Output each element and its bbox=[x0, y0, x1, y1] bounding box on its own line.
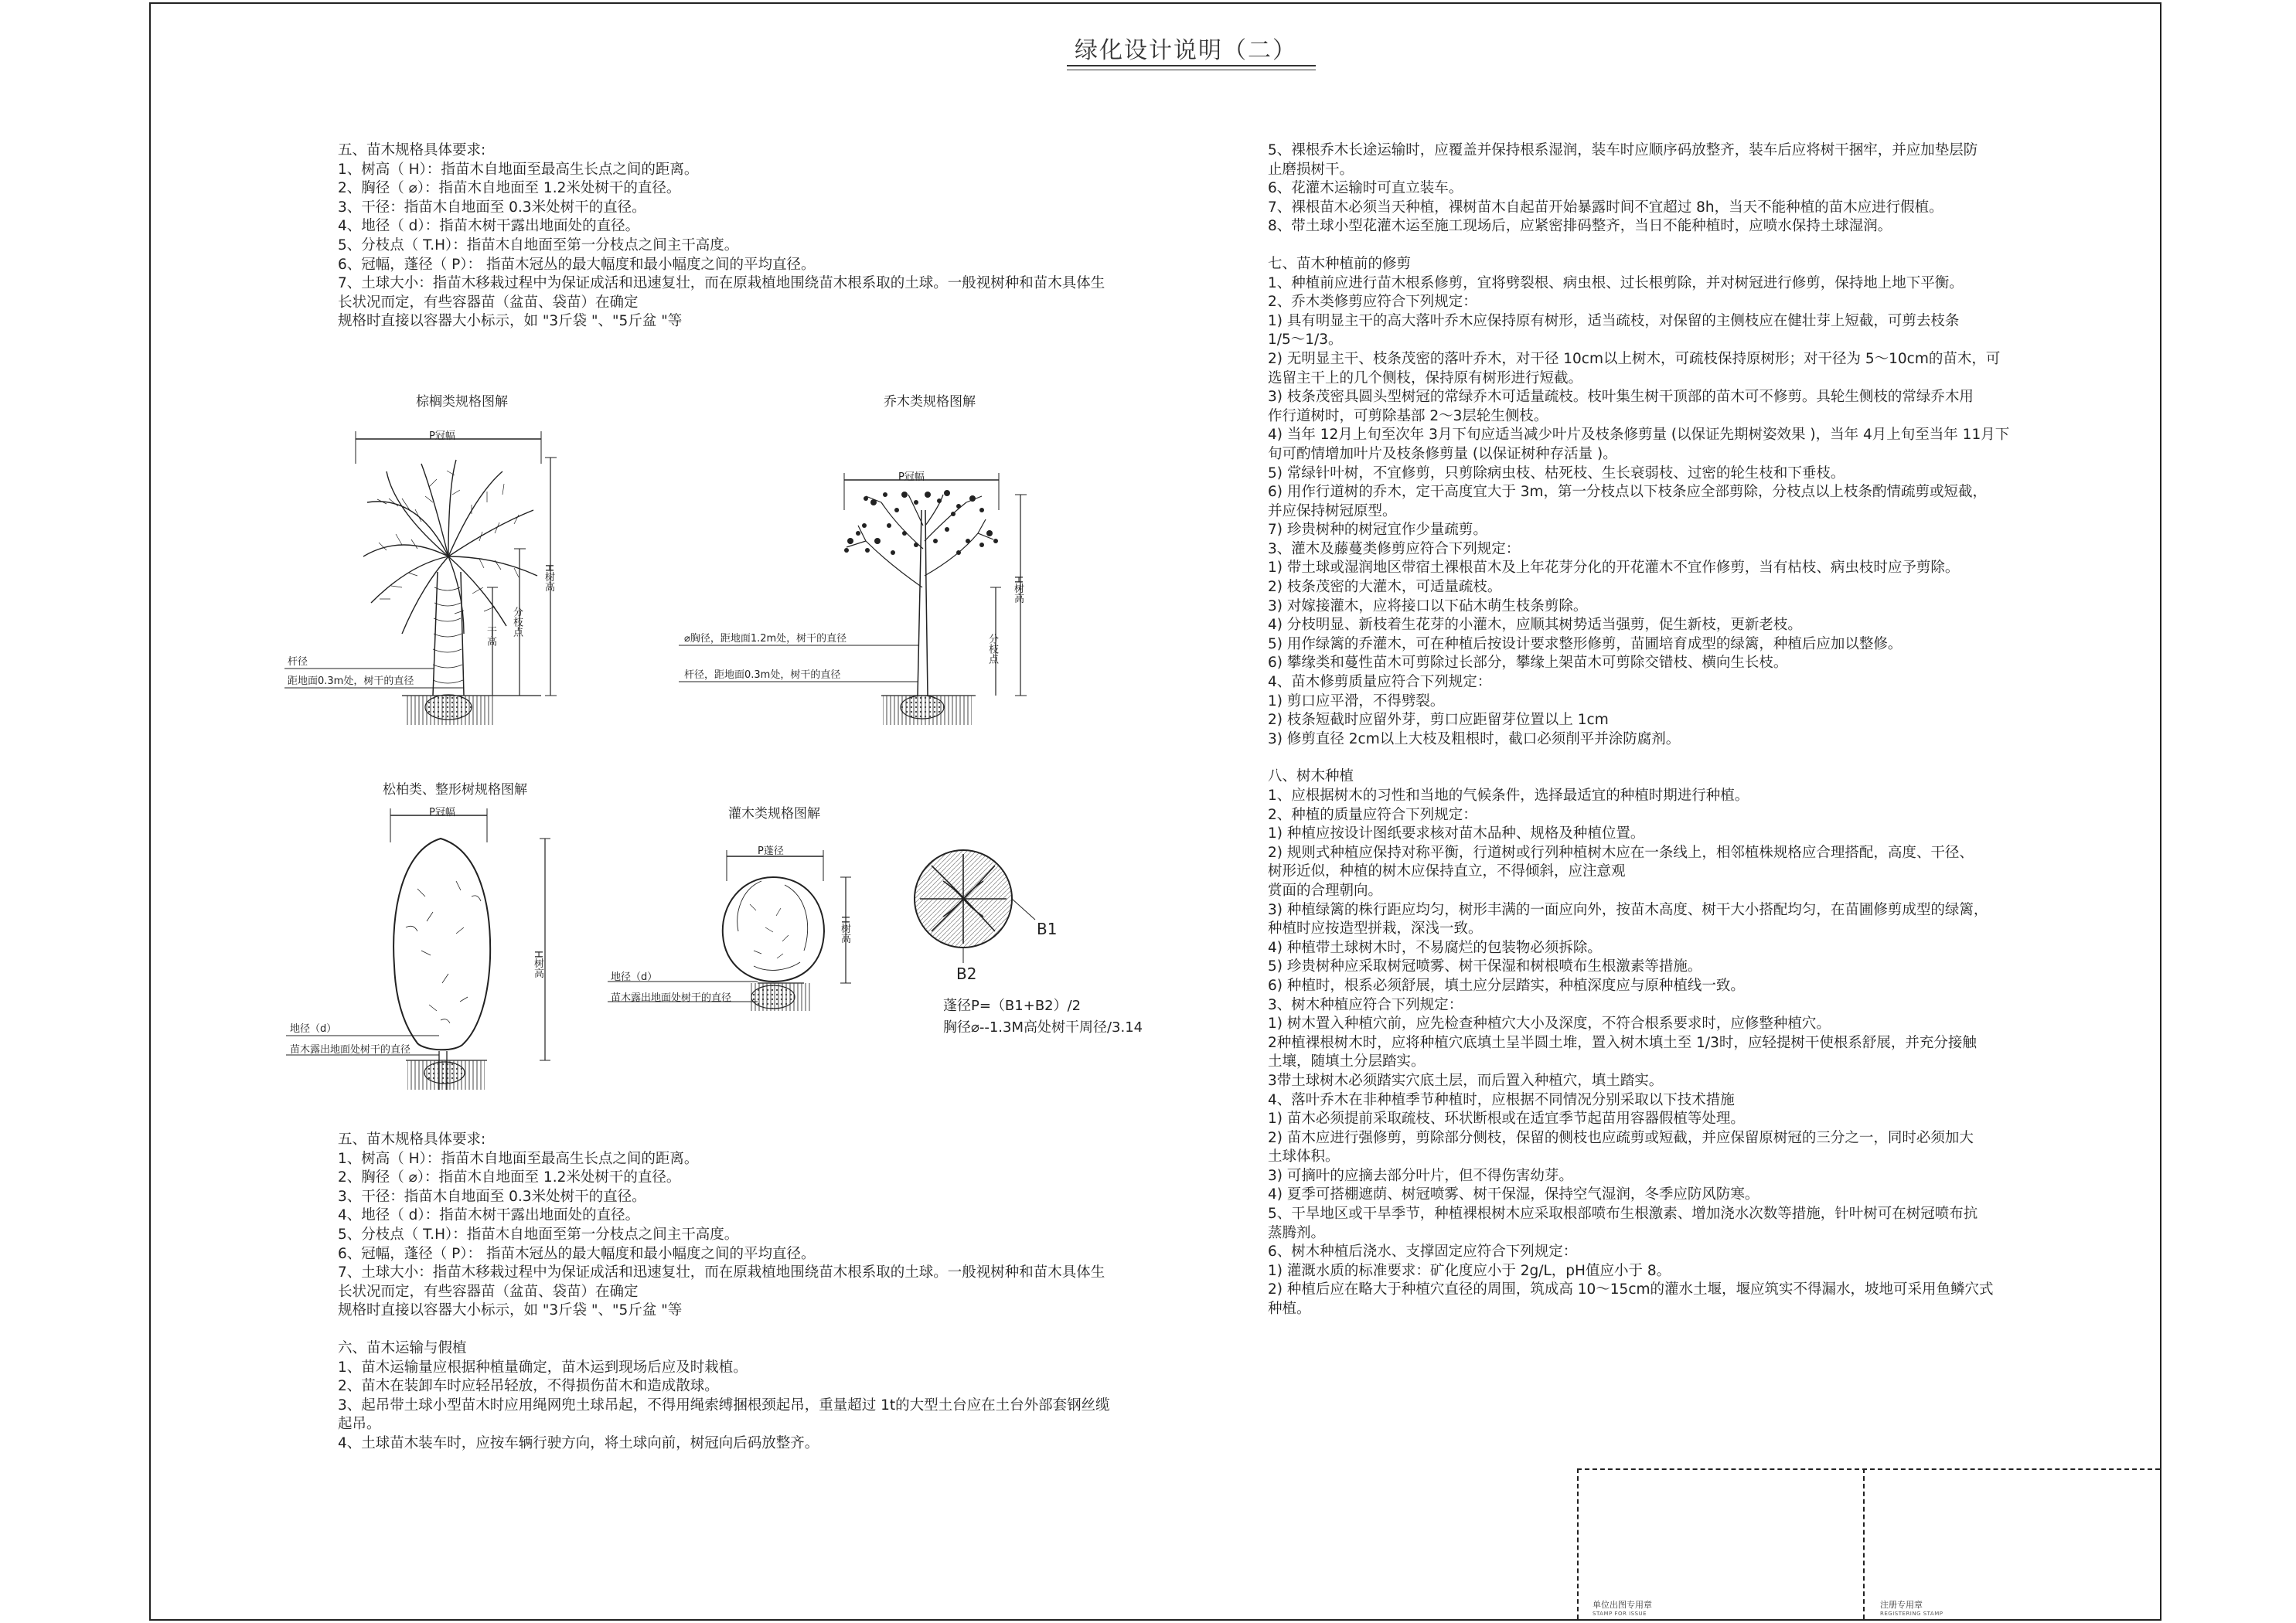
planting-text-line: 4) 当年 12月上旬至次年 3月下旬应适当减少叶片及枝条修剪量 (以保证先期树姿效果 )，当年 4月上旬至当年 11月下 bbox=[1268, 427, 2010, 444]
planting-text-line: 1) 具有明显主干的高大落叶乔木应保持原有树形，适当疏枝，对保留的主侧枝应在健壮芽上短截，可剪去枝条 bbox=[1268, 312, 1960, 329]
planting-text-line: 1) 灌溉水质的标准要求：矿化度应小于 2g/L，pH值应小于 8。 bbox=[1268, 1262, 1671, 1279]
planting-text-line: 树形近似，种植的树木应保持直立，不得倾斜，应注意观 bbox=[1268, 863, 1626, 880]
issue-stamp-title: 单位出图专用章 bbox=[1593, 1600, 1652, 1610]
spec-text-line: 五、苗木规格具体要求: bbox=[338, 1131, 486, 1148]
planting-text-line: 2) 无明显主干、枝条茂密的落叶乔木，对干径 10cm以上树木，可疏枝保持原树形；对干径为 5～10cm的苗木，可 bbox=[1268, 350, 2001, 367]
planting-text-line: 1) 剪口应平滑，不得劈裂。 bbox=[1268, 692, 1445, 709]
spec-text-line: 6、冠幅，蓬径（ P）： 指苗木冠丛的最大幅度和最小幅度之间的平均直径。 bbox=[338, 1245, 816, 1262]
planting-text-line: 5、干旱地区或干旱季节，种植裸根树木应采取根部喷布生根激素、增加浇水次数等措施，针叶树可在树冠喷布抗 bbox=[1268, 1206, 1978, 1223]
planting-text-line: 土球体积。 bbox=[1268, 1148, 1340, 1165]
planting-text-line: 5) 用作绿篱的乔灌木，可在种植后按设计要求整形修剪，苗圃培育成型的绿篱，种植后应加以整修。 bbox=[1268, 635, 1903, 652]
planting-text-line: 3) 枝条茂密具圆头型树冠的常绿乔木可适量疏枝。枝叶集生树干顶部的苗木可不修剪。具轮生侧枝的常绿乔木用 bbox=[1268, 389, 1974, 406]
shrub-diagram-caption: 灌木类规格图解 bbox=[728, 806, 820, 822]
planting-text-line: 6、树木种植后浇水、支撑固定应符合下列规定： bbox=[1268, 1244, 1578, 1261]
planting-text-line: 2、乔木类修剪应符合下列规定： bbox=[1268, 294, 1477, 311]
planting-text-line: 1) 带土球或湿润地区带宿土裸根苗木及上年花芽分化的开花灌木不宜作修剪，当有枯枝、病虫枝时应予剪除。 bbox=[1268, 560, 1960, 577]
spec-text-line: 5、分枝点（ T.H）：指苗木自地面至第一分枝点之间主干高度。 bbox=[338, 1226, 739, 1243]
crown-plan-diagram bbox=[915, 850, 1035, 963]
spec-text-line: 2、苗木在装卸车时应轻吊轻放，不得损伤苗木和造成散球。 bbox=[338, 1378, 719, 1395]
planting-text-line: 4) 种植带土球树木时，不易腐烂的包装物必须拆除。 bbox=[1268, 939, 1602, 956]
spec-text-line: 起吊。 bbox=[338, 1416, 381, 1433]
spec-text-line: 4、地径（ d）：指苗木树干露出地面处的直径。 bbox=[338, 1207, 640, 1224]
cypress-diagram-caption: 松柏类、整形树规格图解 bbox=[383, 782, 527, 798]
planting-text-line: 3) 修剪直径 2cm以上大枝及粗根时，截口必须削平并涂防腐剂。 bbox=[1268, 730, 1681, 747]
spec-text-line: 6、冠幅，蓬径（ P）： 指苗木冠丛的最大幅度和最小幅度之间的平均直径。 bbox=[338, 256, 816, 273]
planting-text-line: 3) 种植绿篱的株行距应均匀，树形丰满的一面应向外，按苗木高度、树干大小搭配均匀，在苗圃修剪成型的绿篱， bbox=[1268, 901, 1988, 918]
plan-b1-label: B1 bbox=[1037, 920, 1058, 938]
palm-branch-label: 分枝点 bbox=[511, 607, 523, 637]
planting-text-line: 蒸腾剂。 bbox=[1268, 1224, 1326, 1241]
shrub-ground-diameter-label: 地径（d） bbox=[611, 971, 658, 983]
tree-diagram-caption: 乔木类规格图解 bbox=[884, 394, 976, 410]
planting-text-line: 作行道树时，可剪除基部 2～3层轮生侧枝。 bbox=[1268, 407, 1548, 424]
planting-text-line: 八、树木种植 bbox=[1268, 768, 1354, 785]
crown-width-formula: 蓬径P=（B1+B2）/2 bbox=[943, 998, 1082, 1014]
tree-diagram bbox=[679, 473, 1027, 725]
planting-text-line: 七、苗木种植前的修剪 bbox=[1268, 255, 1412, 272]
dbh-formula: 胸径⌀--1.3M高处树干周径/3.14 bbox=[943, 1019, 1143, 1036]
planting-text-line: 旬可酌情增加叶片及枝条修剪量 (以保证树种存活量 )。 bbox=[1268, 445, 1617, 462]
tree-dbh-label: ⌀胸径，距地面1.2m处，树干的直径 bbox=[684, 633, 847, 645]
plan-b2-label: B2 bbox=[956, 965, 977, 983]
palm-diagram bbox=[284, 431, 557, 725]
planting-text-line: 1) 苗木必须提前采取疏枝、环状断根或在适宜季节起苗用容器假植等处理。 bbox=[1268, 1111, 1745, 1128]
spec-text-line: 5、分枝点（ T.H）：指苗木自地面至第一分枝点之间主干高度。 bbox=[338, 236, 739, 253]
spec-text-line: 1、苗木运输量应根据种植量确定，苗木运到现场后应及时栽植。 bbox=[338, 1359, 748, 1376]
planting-text-line: 2) 规则式种植应保持对称平衡，行道树或行列种植树木应在一条线上，相邻植株规格应合理搭配，高度、干径、 bbox=[1268, 844, 1974, 861]
spec-text-line: 3、干径：指苗木自地面至 0.3米处树干的直径。 bbox=[338, 1188, 646, 1205]
spec-text-line: 规格时直接以容器大小标示，如 "3斤袋 "、"5斤盆 "等 bbox=[338, 313, 683, 330]
spec-text-line: 1、树高（ H）：指苗木自地面至最高生长点之间的距离。 bbox=[338, 161, 699, 178]
palm-trunk-label: 干高 bbox=[485, 626, 496, 646]
spec-text-line: 长状况而定，有些容器苗（盆苗、袋苗）在确定 bbox=[338, 1283, 639, 1300]
planting-text-line: 1) 树木置入种植穴前，应先检查种植穴大小及深度，不符合根系要求时，应修整种植穴。 bbox=[1268, 1016, 1831, 1033]
planting-text-line: 6) 种植时，根系必须舒展，填土应分层踏实，种植深度应与原种植线一致。 bbox=[1268, 977, 1745, 994]
planting-text-line: 1、应根据树木的习性和当地的气候条件，选择最适宜的种植时期进行种植。 bbox=[1268, 788, 1749, 804]
cypress-diagram bbox=[286, 808, 550, 1090]
spec-text-line: 规格时直接以容器大小标示，如 "3斤袋 "、"5斤盆 "等 bbox=[338, 1302, 683, 1319]
spec-text-line: 7、土球大小：指苗木移栽过程中为保证成活和迅速复壮，而在原栽植地围绕苗木根系取的土球。一般视树种和苗木具体生 bbox=[338, 275, 1105, 292]
cypress-p-label: P冠幅 bbox=[429, 807, 455, 818]
planting-text-line: 2种植裸根树木时，应将种植穴底填土呈半圆土堆，置入树木填土至 1/3时，应轻提树干使根系舒展，并充分接触 bbox=[1268, 1034, 1977, 1051]
planting-text-line: 1、种植前应进行苗木根系修剪，宜将劈裂根、病虫根、过长根剪除，并对树冠进行修剪，保持地上地下平衡。 bbox=[1268, 274, 1964, 291]
tree-p-label: P冠幅 bbox=[898, 471, 925, 483]
planting-text-line: 1) 种植应按设计图纸要求核对苗木品种、规格及种植位置。 bbox=[1268, 825, 1645, 842]
planting-text-line: 3、灌木及藤蔓类修剪应符合下列规定： bbox=[1268, 540, 1521, 557]
planting-text-line: 3) 可摘叶的应摘去部分叶片，但不得伤害幼芽。 bbox=[1268, 1167, 1573, 1184]
planting-text-line: 赏面的合理朝向。 bbox=[1268, 882, 1383, 899]
planting-text-line: 并应保持树冠原型。 bbox=[1268, 502, 1397, 519]
planting-text-line: 种植。 bbox=[1268, 1301, 1311, 1318]
spec-text-line: 3、起吊带土球小型苗木时应用绳网兜土球吊起，不得用绳索缚捆根颈起吊，重量超过 1t的大型土台应在土台外部套钢丝缆 bbox=[338, 1397, 1110, 1414]
planting-text-line: 选留主干上的几个侧枝，保持原有树形进行短截。 bbox=[1268, 369, 1583, 386]
shrub-diagram bbox=[608, 850, 851, 1011]
palm-caliper-desc: 距地面0.3m处，树干的直径 bbox=[288, 675, 414, 687]
planting-text-line: 土壤，随填土分层踏实。 bbox=[1268, 1053, 1426, 1070]
planting-text-line: 4) 夏季可搭棚遮荫、树冠喷雾、树干保湿，保持空气湿润，冬季应防风防寒。 bbox=[1268, 1186, 1759, 1203]
planting-text-line: 6、花灌木运输时可直立装车。 bbox=[1268, 180, 1463, 197]
planting-text-line: 种植时应按造型拼栽，深浅一致。 bbox=[1268, 920, 1483, 937]
planting-text-line: 止磨损树干。 bbox=[1268, 161, 1354, 178]
cypress-h-label: H树高 bbox=[532, 951, 543, 978]
tree-caliper-label: 杆径，距地面0.3m处，树干的直径 bbox=[684, 669, 841, 681]
planting-text-line: 5) 常绿针叶树，不宜修剪，只剪除病虫枝、枯死枝、生长衰弱枝、过密的轮生枝和下垂枝。 bbox=[1268, 464, 1845, 481]
shrub-ground-diameter-desc: 苗木露出地面处树干的直径 bbox=[611, 992, 732, 1004]
spec-text-line: 7、土球大小：指苗木移栽过程中为保证成活和迅速复壮，而在原栽植地围绕苗木根系取的土球。一般视树种和苗木具体生 bbox=[338, 1264, 1105, 1281]
spec-text-line: 五、苗木规格具体要求: bbox=[338, 142, 486, 158]
planting-text-line: 3带土球树木必须踏实穴底土层，而后置入种植穴，填土踏实。 bbox=[1268, 1072, 1664, 1089]
planting-text-line: 4) 分枝明显、新枝着生花芽的小灌木，应顺其树势适当强剪，促生新枝，更新老枝。 bbox=[1268, 617, 1802, 634]
spec-text-line: 4、土球苗木装车时，应按车辆行驶方向，将土球向前，树冠向后码放整齐。 bbox=[338, 1434, 819, 1451]
spec-text-line: 3、干径：指苗木自地面至 0.3米处树干的直径。 bbox=[338, 199, 646, 216]
planting-text-line: 4、落叶乔木在非种植季节种植时，应根据不同情况分别采取以下技术措施 bbox=[1268, 1091, 1735, 1108]
spec-text-line: 1、树高（ H）：指苗木自地面至最高生长点之间的距离。 bbox=[338, 1150, 699, 1167]
palm-diagram-caption: 棕榈类规格图解 bbox=[416, 394, 508, 410]
planting-text-line: 4、苗木修剪质量应符合下列规定： bbox=[1268, 674, 1492, 691]
planting-text-line: 2) 枝条短截时应留外芽，剪口应距留芽位置以上 1cm bbox=[1268, 712, 1609, 729]
palm-caliper-label: 杆径 bbox=[288, 656, 308, 668]
spec-text-line: 4、地径（ d）：指苗木树干露出地面处的直径。 bbox=[338, 218, 640, 235]
spec-text-line: 2、胸径（ ⌀）：指苗木自地面至 1.2米处树干的直径。 bbox=[338, 1169, 681, 1186]
palm-h-label: H树高 bbox=[543, 564, 554, 592]
planting-text-line: 5、裸根乔木长途运输时，应覆盖并保持根系湿润，装车时应顺序码放整齐，装车后应将树干捆牢，并应加垫层防 bbox=[1268, 142, 1978, 158]
shrub-h-label: H树高 bbox=[839, 916, 850, 944]
palm-p-label: P冠幅 bbox=[429, 430, 455, 442]
planting-text-line: 8、带土球小型花灌木运至施工现场后，应紧密排码整齐，当日不能种植时，应喷水保持土球湿润。 bbox=[1268, 218, 1892, 235]
planting-text-line: 6) 攀缘类和蔓性苗木可剪除过长部分，攀缘上架苗木可剪除交错枝、横向生长枝。 bbox=[1268, 655, 1788, 672]
planting-text-line: 5) 珍贵树种应采取树冠喷雾、树干保湿和树根喷布生根激素等措施。 bbox=[1268, 958, 1702, 975]
cypress-ground-diameter-desc: 苗木露出地面处树干的直径 bbox=[290, 1044, 411, 1056]
planting-text-line: 7、裸根苗木必须当天种植，裸树苗木自起苗开始暴露时间不宜超过 8h，当天不能种植的苗木应进行假植。 bbox=[1268, 199, 1943, 216]
register-stamp-subtitle: REGISTERING STAMP bbox=[1880, 1611, 1943, 1617]
planting-text-line: 6) 用作行道树的乔木，定干高度宜大于 3m，第一分枝点以下枝条应全部剪除，分枝点以上枝条酌情疏剪或短截， bbox=[1268, 484, 1988, 501]
spec-text-line: 长状况而定，有些容器苗（盆苗、袋苗）在确定 bbox=[338, 294, 639, 311]
planting-text-line: 2) 枝条茂密的大灌木，可适量疏枝。 bbox=[1268, 579, 1502, 596]
planting-text-line: 2、种植的质量应符合下列规定： bbox=[1268, 806, 1477, 823]
page-title: 绿化设计说明（二） bbox=[1075, 37, 1297, 64]
planting-text-line: 7) 珍贵树种的树冠宜作少量疏剪。 bbox=[1268, 522, 1487, 539]
shrub-p-label: P蓬径 bbox=[758, 846, 784, 857]
planting-text-line: 3、树木种植应符合下列规定： bbox=[1268, 996, 1463, 1013]
spec-text-line: 六、苗木运输与假植 bbox=[338, 1339, 467, 1356]
register-stamp-title: 注册专用章 bbox=[1880, 1600, 1923, 1610]
issue-stamp-subtitle: STAMP FOR ISSUE bbox=[1593, 1611, 1647, 1617]
planting-text-line: 2) 苗木应进行强修剪，剪除部分侧枝，保留的侧枝也应疏剪或短截，并应保留原树冠的三分之一，同时必须加大 bbox=[1268, 1129, 1974, 1146]
planting-text-line: 1/5～1/3。 bbox=[1268, 332, 1343, 349]
tree-h-label: H树高 bbox=[1012, 576, 1024, 604]
tree-branch-label: 分枝点 bbox=[986, 634, 998, 664]
planting-text-line: 3) 对嫁接灌木，应将接口以下砧木萌生枝条剪除。 bbox=[1268, 597, 1588, 614]
planting-text-line: 2) 种植后应在略大于种植穴直径的周围，筑成高 10～15cm的灌水土堰，堰应筑实不得漏水，坡地可采用鱼鳞穴式 bbox=[1268, 1281, 1994, 1298]
cypress-ground-diameter-label: 地径（d） bbox=[290, 1023, 337, 1035]
spec-text-line: 2、胸径（ ⌀）：指苗木自地面至 1.2米处树干的直径。 bbox=[338, 180, 681, 197]
